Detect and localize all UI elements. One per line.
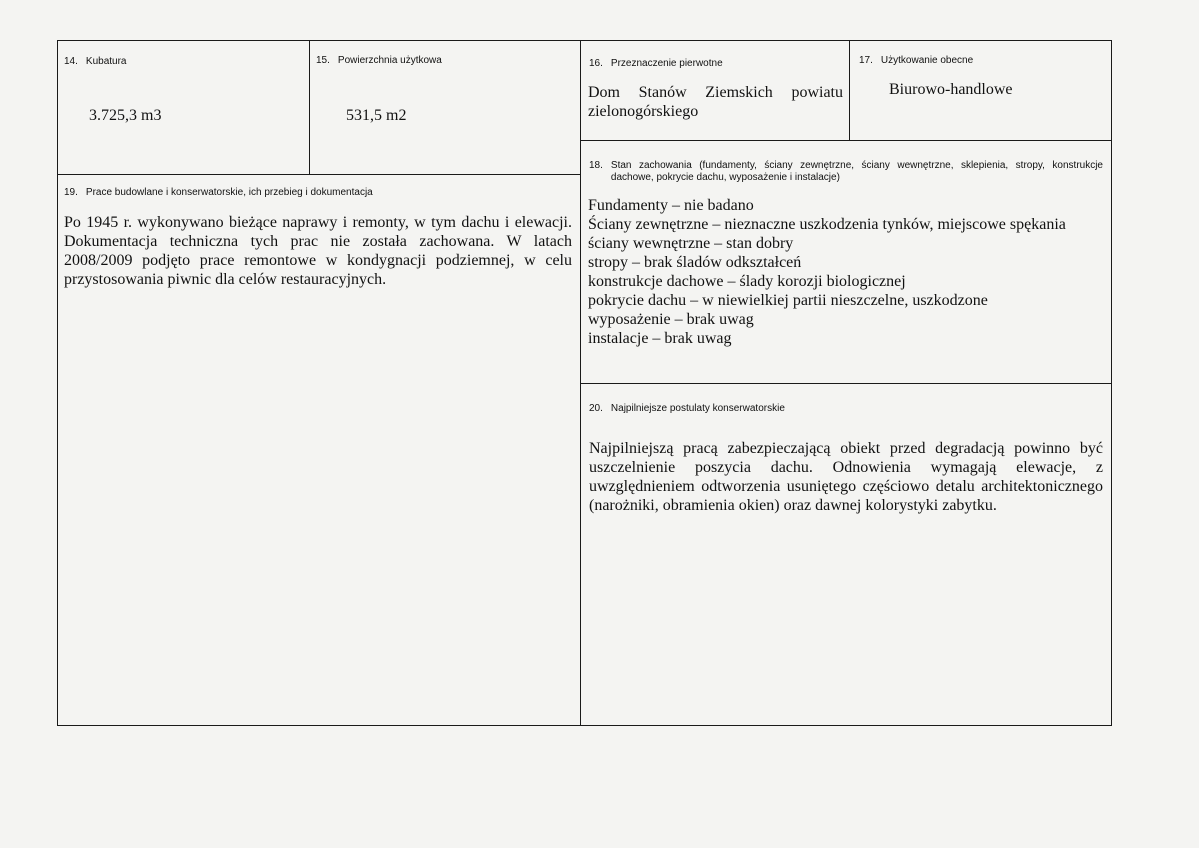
field-19-value: Po 1945 r. wykonywano bieżące naprawy i remonty, w tym dachu i elewacji. Dokumentacja techniczna tych prac nie została zachowana. W latach 2008/2009 podjęto prace remontowe w kondygnacji podziemnej, w celu przystosowania piwnic dla celów restauracyjnych. <box>64 214 572 288</box>
field-19-label-text: Prace budowlane i konserwatorskie, ich przebieg i dokumentacja <box>85 187 373 198</box>
form-border-left <box>57 40 58 726</box>
field-14-label <box>64 56 127 68</box>
field-14-number: 14. <box>64 56 78 67</box>
form-border-top <box>57 40 1112 41</box>
field-18-values <box>588 196 1066 348</box>
divider-18-20 <box>580 383 1112 384</box>
form-border-bottom <box>57 725 1112 726</box>
field-15-value: 531,5 m2 <box>346 107 407 124</box>
field-17-label-text: Użytkowanie obecne <box>880 55 974 66</box>
field-20-value: Najpilniejszą pracą zabezpieczającą obiekt przed degradacją powinno być uszczelnienie poszycia dachu. Odnowienia wymagają elewacje, z uwzględnieniem odtworzenia usuniętego częściowo detalu architektonicznego (narożniki, obramienia okien) oraz dawnej kolorystyki zabytku. <box>589 440 1103 514</box>
field-17-number: 17. <box>859 55 873 66</box>
field-19-label <box>64 187 373 199</box>
field-18-label <box>589 160 1103 184</box>
field-16-value: Dom Stanów Ziemskich powiatu zielonogórskiego <box>588 84 843 120</box>
field-17-value: Biurowo-handlowe <box>889 81 1013 98</box>
condition-foundations: Fundamenty – nie badano <box>588 197 754 214</box>
condition-exterior-walls: Ściany zewnętrzne – nieznaczne uszkodzenia tynków, miejscowe spękania <box>588 216 1066 233</box>
field-18-number: 18. <box>589 160 603 171</box>
divider-top-right <box>580 140 1112 141</box>
divider-14-15 <box>309 40 310 175</box>
field-18-label-text: Stan zachowania (fundamenty, ściany zewnętrzne, ściany wewnętrzne, sklepienia, stropy, konstrukcje dachowe, pokrycie dachu, wyposażenie i instalacje) <box>610 160 1103 183</box>
field-19-number: 19. <box>64 187 78 198</box>
field-20-label-text: Najpilniejsze postulaty konserwatorskie <box>610 403 785 414</box>
condition-interior-walls: ściany wewnętrzne – stan dobry <box>588 235 794 252</box>
field-16-label <box>589 58 723 70</box>
field-15-number: 15. <box>316 55 330 66</box>
field-20-number: 20. <box>589 403 603 414</box>
condition-ceilings: stropy – brak śladów odkształceń <box>588 254 802 271</box>
field-14-label-text: Kubatura <box>85 56 127 67</box>
field-16-label-text: Przeznaczenie pierwotne <box>610 58 723 69</box>
divider-top-left <box>57 174 581 175</box>
field-20-label <box>589 403 785 415</box>
field-15-label-text: Powierzchnia użytkowa <box>337 55 442 66</box>
condition-roof-structure: konstrukcje dachowe – ślady korozji biologicznej <box>588 273 906 290</box>
field-14-value: 3.725,3 m3 <box>89 107 162 124</box>
field-16-number: 16. <box>589 58 603 69</box>
field-17-label <box>859 55 973 67</box>
condition-installations: instalacje – brak uwag <box>588 330 732 347</box>
field-15-label <box>316 55 442 67</box>
condition-fittings: wyposażenie – brak uwag <box>588 311 754 328</box>
divider-16-17 <box>849 40 850 141</box>
condition-roof-covering: pokrycie dachu – w niewielkiej partii nieszczelne, uszkodzone <box>588 292 988 309</box>
